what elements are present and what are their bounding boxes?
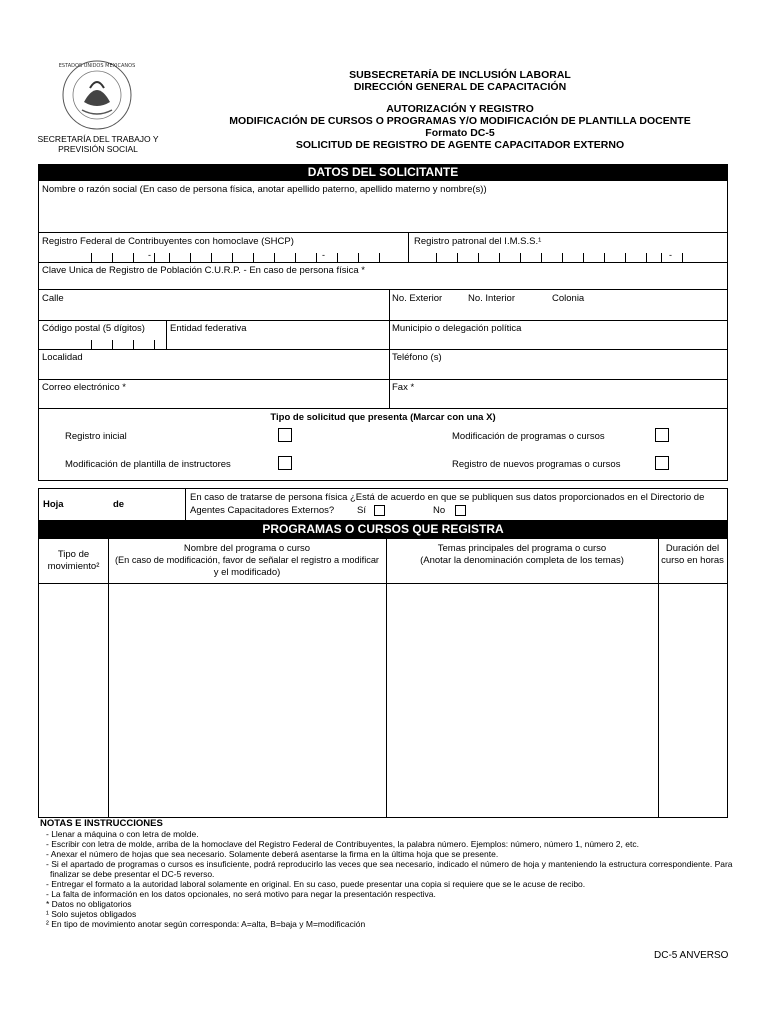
field-curp-label: Clave Unica de Registro de Población C.U.R.P. - En caso de persona física * [42, 265, 365, 276]
cell-tipo-movimiento[interactable] [40, 585, 107, 816]
nota-item: - Llenar a máquina o con letra de molde. [46, 829, 199, 839]
registro-nuevos-label: Registro de nuevos programas o cursos [452, 459, 621, 470]
field-municipio-label: Municipio o delegación política [392, 323, 522, 334]
cell-nombre-programa[interactable] [110, 585, 385, 816]
nota-item: - Escribir con letra de molde, arriba de la homoclave del Registro Federal de Contribuyentes, la palabra número. Ejemplos: número, número 1, número 2, etc. [46, 839, 639, 849]
col-nombre-header-3: y el modificado) [213, 567, 281, 578]
nota-item: - La falta de información en los datos opcionales, no será motivo para negar la presentación respectiva. [46, 889, 436, 899]
mod-plantilla-checkbox[interactable] [278, 456, 292, 470]
seal-caption: SECRETARÍA DEL TRABAJO Y PREVISIÓN SOCIAL [37, 134, 159, 154]
col-duracion-header-2: curso en horas [661, 555, 724, 566]
field-imss-label: Registro patronal del I.M.S.S.¹ [414, 236, 542, 247]
no-label: No [433, 505, 446, 516]
si-checkbox[interactable] [374, 505, 385, 516]
field-fax-label: Fax * [392, 382, 415, 393]
header-line-6: SOLICITUD DE REGISTRO DE AGENTE CAPACITADOR EXTERNO [295, 139, 625, 151]
cell-temas[interactable] [388, 585, 657, 816]
government-seal [52, 58, 142, 132]
hoja-label: Hoja [43, 499, 64, 510]
mod-programas-label: Modificación de programas o cursos [452, 431, 605, 442]
mod-programas-checkbox[interactable] [655, 428, 669, 442]
publicacion-pregunta: En caso de tratarse de persona física ¿Está de acuerdo en que se publiquen sus datos proporcionados en el Directorio de [190, 492, 705, 503]
cell-duracion[interactable] [660, 585, 726, 816]
field-colonia-label: Colonia [552, 293, 585, 304]
mod-plantilla-label: Modificación de plantilla de instructores [65, 459, 231, 470]
publicacion-pregunta-2: Agentes Capacitadores Externos? [190, 505, 335, 516]
col-tipo-header-1: Tipo de [57, 549, 90, 560]
tipo-solicitud-title: Tipo de solicitud que presenta (Marcar con una X) [270, 412, 496, 423]
field-no-exterior-label: No. Exterior [392, 293, 443, 304]
hoja-row [38, 488, 728, 521]
de-label: de [113, 499, 125, 510]
section-bar-programas: PROGRAMAS O CURSOS QUE REGISTRA [38, 521, 728, 538]
nota-item: ² En tipo de movimiento anotar según corresponda: A=alta, B=baja y M=modificación [46, 919, 366, 929]
nota-item: - Anexar el número de hojas que sea necesario. Solamente deberá asentarse la firma en la última hoja que se presente. [46, 849, 499, 859]
field-rfc-label: Registro Federal de Contribuyentes con homoclave (SHCP) [42, 236, 294, 247]
svg-text:ESTADOS UNIDOS MEXICANOS: ESTADOS UNIDOS MEXICANOS [58, 63, 136, 69]
notas-title: NOTAS E INSTRUCCIONES [40, 818, 163, 829]
no-checkbox[interactable] [455, 505, 466, 516]
programas-table [38, 538, 728, 818]
nota-item: - Entregar el formato a la autoridad laboral solamente en original. En su caso, puede presentar una copia si requiere que se le acuse de recibo. [46, 879, 586, 889]
header-line-4: MODIFICACIÓN DE CURSOS O PROGRAMAS Y/O MODIFICACIÓN DE PLANTILLA DOCENTE [229, 115, 691, 127]
rfc-imss-char-cells[interactable]: - - - [39, 247, 727, 262]
cp-char-cells[interactable] [39, 334, 166, 349]
col-duracion-header-1: Duración del [665, 543, 720, 554]
field-cp-label: Código postal (5 dígitos) [42, 323, 145, 334]
section-bar-solicitante: DATOS DEL SOLICITANTE [38, 164, 728, 180]
header-line-5: Formato DC-5 [425, 127, 495, 139]
nota-item: finalizar se debe presentar el DC-5 reverso. [50, 869, 215, 879]
nota-item: ¹ Solo sujetos obligados [46, 909, 137, 919]
field-calle-label: Calle [42, 293, 64, 304]
notas-list [40, 829, 740, 929]
field-entidad-label: Entidad federativa [170, 323, 247, 334]
field-nombre-label: Nombre o razón social (En caso de persona física, anotar apellido paterno, apellido materno y nombre(s)) [42, 184, 487, 195]
header-line-1: SUBSECRETARÍA DE INCLUSIÓN LABORAL [349, 69, 571, 81]
header-line-3: AUTORIZACIÓN Y REGISTRO [386, 103, 534, 115]
solicitante-box [38, 180, 728, 481]
header-line-2: DIRECCIÓN GENERAL DE CAPACITACIÓN [353, 81, 567, 93]
col-tipo-header-2: movimiento² [47, 561, 100, 572]
field-telefono-label: Teléfono (s) [392, 352, 442, 363]
notas-instrucciones [40, 818, 740, 929]
col-temas-header-2: (Anotar la denominación completa de los temas) [420, 555, 624, 566]
col-temas-header-1: Temas principales del programa o curso [437, 543, 607, 554]
registro-nuevos-checkbox[interactable] [655, 456, 669, 470]
registro-inicial-label: Registro inicial [65, 431, 127, 442]
col-nombre-header-2: (En caso de modificación, favor de señalar el registro a modificar [114, 555, 379, 565]
field-no-interior-label: No. Interior [468, 293, 515, 304]
page-footer: DC-5 ANVERSO [654, 950, 729, 961]
nota-item: * Datos no obligatorios [46, 899, 132, 909]
field-localidad-label: Localidad [42, 352, 83, 363]
nota-item: - Si el apartado de programas o cursos es insuficiente, podrá reproducirlo las veces que sea necesario, indicado el número de hoja y manteniendo la estructura correspondiente. Para [46, 859, 733, 869]
si-label: Sí [357, 505, 366, 516]
field-correo-label: Correo electrónico * [42, 382, 126, 393]
col-nombre-header-1: Nombre del programa o curso [183, 543, 311, 554]
registro-inicial-checkbox[interactable] [278, 428, 292, 442]
